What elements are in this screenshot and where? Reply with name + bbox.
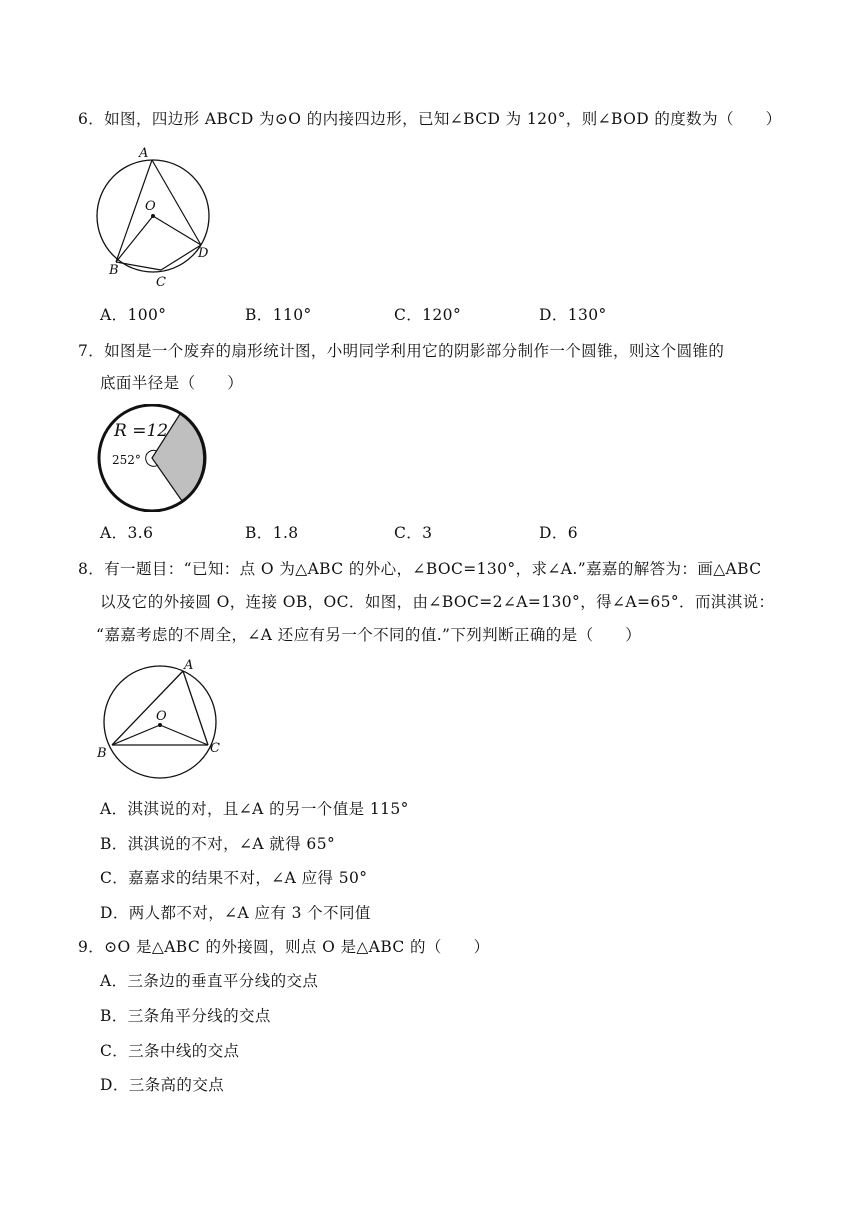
q8-stem-line3: “嘉嘉考虑的不周全，∠A 还应有另一个不同的值.”下列判断正确的是（ ） bbox=[96, 626, 642, 644]
q6-label-c: C bbox=[156, 275, 166, 290]
q8-figure bbox=[94, 656, 234, 786]
q6-option-d: D．130° bbox=[539, 306, 607, 324]
q8-label-c: C bbox=[210, 741, 220, 756]
q6-label-d: D bbox=[198, 246, 209, 261]
q7-option-b: B．1.8 bbox=[245, 524, 299, 542]
q8-label-a: A bbox=[184, 658, 194, 673]
q7-option-a: A．3.6 bbox=[100, 524, 154, 542]
q9-option-d: D．三条高的交点 bbox=[100, 1076, 225, 1094]
q7-stem-line2: 底面半径是（ ） bbox=[100, 374, 244, 392]
q6-label-a: A bbox=[139, 146, 149, 161]
q7-stem-line1: 7．如图是一个废弃的扇形统计图，小明同学利用它的阴影部分制作一个圆锥，则这个圆锥的 bbox=[78, 342, 725, 360]
q8-option-b: B．淇淇说的不对，∠A 就得 65° bbox=[100, 835, 336, 853]
q7-figure bbox=[96, 404, 208, 512]
q9-option-c: C．三条中线的交点 bbox=[100, 1042, 240, 1060]
q6-option-c: C．120° bbox=[394, 306, 462, 324]
q9-option-b: B．三条角平分线的交点 bbox=[100, 1007, 271, 1025]
q8-stem-line2: 以及它的外接圆 O，连接 OB，OC．如图，由∠BOC=2∠A=130°，得∠A=65°．而淇淇说： bbox=[100, 593, 775, 611]
q6-option-b: B．110° bbox=[245, 306, 312, 324]
q8-option-c: C．嘉嘉求的结果不对，∠A 应得 50° bbox=[100, 869, 368, 887]
q8-option-d: D．两人都不对，∠A 应有 3 个不同值 bbox=[100, 904, 371, 922]
q6-stem: 6．如图，四边形 ABCD 为⊙O 的内接四边形，已知∠BCD 为 120°，则∠BOD 的度数为（ ） bbox=[78, 110, 782, 128]
q6-figure bbox=[90, 142, 220, 292]
q7-angle-label: 252° bbox=[112, 453, 141, 467]
q7-radius-label: R =12 bbox=[114, 421, 169, 441]
q8-label-o: O bbox=[156, 709, 167, 724]
q7-option-c: C．3 bbox=[394, 524, 433, 542]
q6-label-o: O bbox=[145, 199, 156, 214]
q8-label-b: B bbox=[97, 746, 107, 761]
q9-option-a: A．三条边的垂直平分线的交点 bbox=[100, 972, 319, 990]
q8-stem-line1: 8．有一题目：“已知：点 O 为△ABC 的外心，∠BOC=130°，求∠A.”嘉嘉的解答为：画△ABC bbox=[78, 560, 762, 578]
q7-option-d: D．6 bbox=[539, 524, 578, 542]
q8-option-a: A．淇淇说的对，且∠A 的另一个值是 115° bbox=[100, 800, 409, 818]
q6-option-a: A．100° bbox=[100, 306, 167, 324]
q9-stem: 9．⊙O 是△ABC 的外接圆，则点 O 是△ABC 的（ ） bbox=[78, 938, 490, 956]
q6-label-b: B bbox=[109, 263, 119, 278]
